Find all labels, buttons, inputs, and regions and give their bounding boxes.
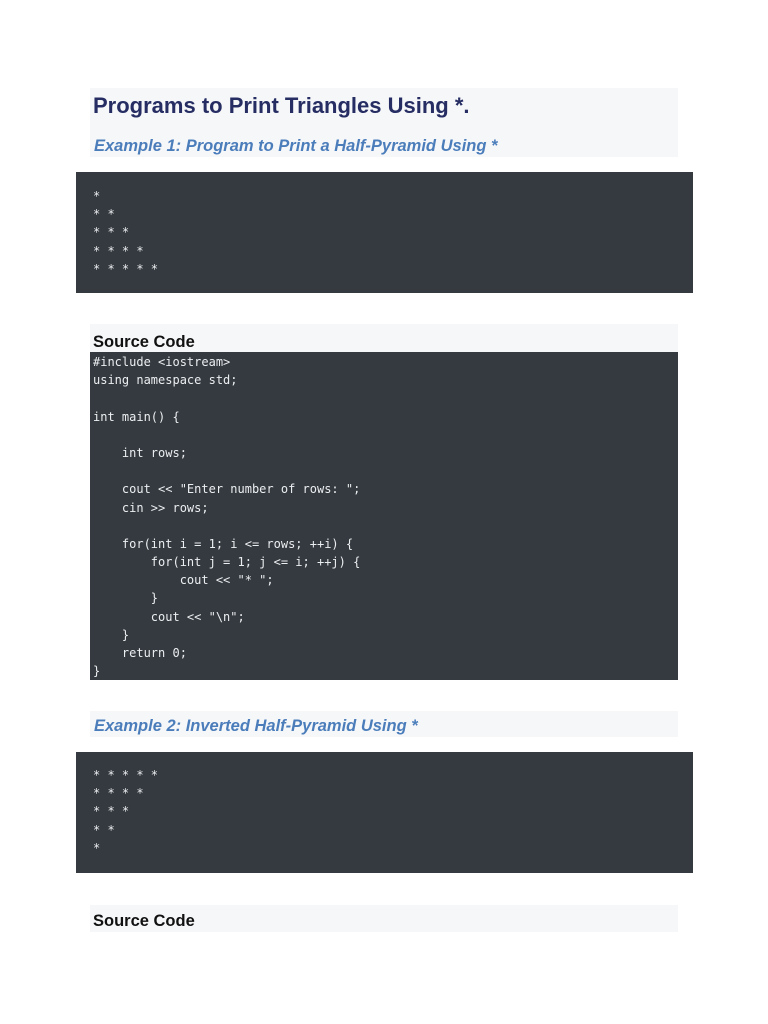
output-line: * * bbox=[93, 207, 115, 222]
code-line: int main() { bbox=[93, 409, 180, 424]
code-line: } bbox=[93, 627, 130, 642]
code-line: cout << "* "; bbox=[93, 573, 274, 588]
example-2-heading: Example 2: Inverted Half-Pyramid Using * bbox=[94, 717, 418, 735]
example-1-output bbox=[93, 187, 158, 278]
output-line: * * * * * bbox=[93, 768, 159, 782]
page-title: Programs to Print Triangles Using *. bbox=[93, 93, 470, 118]
example-1-output-panel bbox=[76, 172, 693, 293]
code-line: int rows; bbox=[93, 445, 187, 460]
code-line bbox=[93, 426, 360, 444]
code-line: cout << "\n"; bbox=[93, 609, 245, 624]
example-1-code bbox=[93, 353, 360, 680]
output-line: * * * bbox=[93, 225, 130, 240]
code-line: } bbox=[93, 664, 101, 679]
output-line: * * * * * bbox=[93, 261, 159, 276]
output-line: * bbox=[93, 840, 101, 855]
code-line bbox=[93, 462, 360, 480]
source-code-label-2: Source Code bbox=[93, 912, 195, 930]
source-code-label: Source Code bbox=[93, 333, 195, 351]
example-2-output bbox=[93, 766, 158, 857]
code-line bbox=[93, 389, 360, 407]
output-line: * * * * bbox=[93, 243, 144, 258]
code-line: } bbox=[93, 591, 159, 606]
code-line: return 0; bbox=[93, 646, 187, 660]
code-line: for(int i = 1; i <= rows; ++i) { bbox=[93, 536, 354, 551]
code-line: for(int j = 1; j <= i; ++j) { bbox=[93, 555, 361, 570]
code-line: cin >> rows; bbox=[93, 500, 209, 515]
output-line: * * * bbox=[93, 804, 130, 819]
example-2-output-panel bbox=[76, 752, 693, 873]
example-1-heading: Example 1: Program to Print a Half-Pyramid Using * bbox=[94, 137, 498, 155]
output-line: * * bbox=[93, 822, 115, 837]
output-line: * bbox=[93, 189, 101, 203]
output-line: * * * * bbox=[93, 786, 144, 801]
code-line bbox=[93, 517, 360, 535]
code-line: #include <iostream> bbox=[93, 355, 231, 369]
code-line: cout << "Enter number of rows: "; bbox=[93, 482, 361, 497]
code-line: using namespace std; bbox=[93, 373, 238, 388]
